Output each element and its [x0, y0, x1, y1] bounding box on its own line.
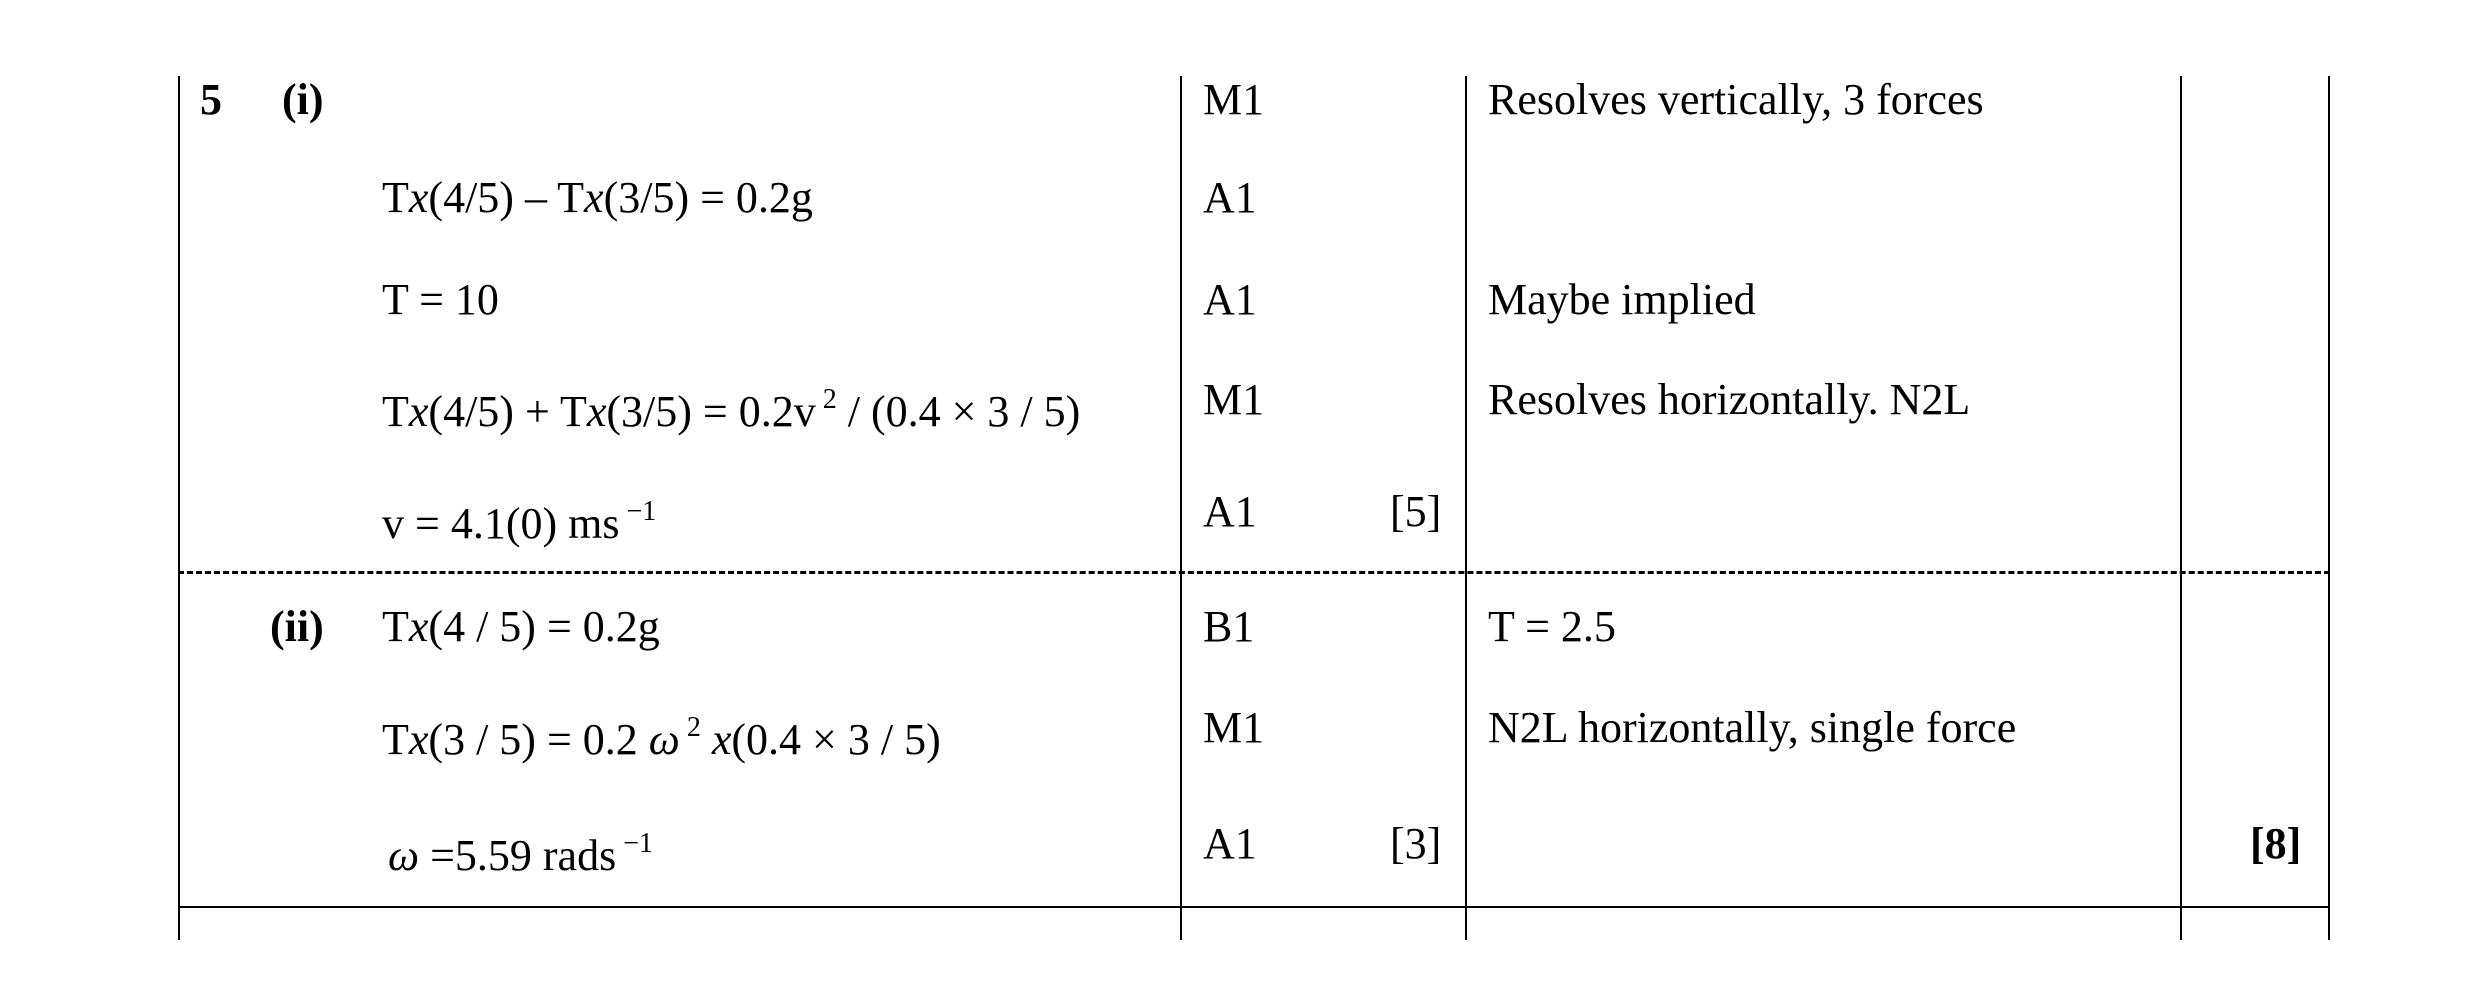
- table-bottom-rule: [178, 906, 2330, 908]
- working-line: v = 4.1(0) ms $^{-1}$: [382, 496, 657, 548]
- part-label-ii: (ii): [270, 602, 324, 651]
- guidance-note: N2L horizontally, single force: [1488, 703, 2017, 752]
- mark-code: B1: [1203, 602, 1255, 651]
- working-line: Tx(4/5) + Tx(3/5) = 0.2v $^2$ / (0.4 × 3 / 5): [382, 384, 1081, 436]
- part-subtotal: [5]: [1390, 487, 1442, 536]
- column-divider-guidance: [1465, 76, 1467, 940]
- mark-code: M1: [1203, 75, 1265, 124]
- working-line: T = 10: [382, 275, 499, 324]
- mark-code: A1: [1203, 819, 1257, 868]
- guidance-note: Resolves vertically, 3 forces: [1488, 75, 1984, 124]
- column-divider-total: [2180, 76, 2182, 940]
- working-line: Tx(4 / 5) = 0.2g: [382, 602, 660, 651]
- guidance-note: Resolves horizontally. N2L: [1488, 375, 1971, 424]
- mark-code: A1: [1203, 487, 1257, 536]
- part-label-i: (i): [282, 75, 324, 124]
- guidance-note: T = 2.5: [1488, 602, 1616, 651]
- working-line: Tx(4/5) – Tx(3/5) = 0.2g: [382, 173, 813, 222]
- working-line: Tx(3 / 5) = 0.2 ω $^2$ x(0.4 × 3 / 5): [382, 712, 941, 764]
- question-total: [8]: [2250, 819, 2302, 868]
- mark-code: A1: [1203, 275, 1257, 324]
- table-border-right: [2328, 76, 2330, 940]
- column-divider-marks: [1180, 76, 1182, 940]
- question-number: 5: [200, 75, 222, 124]
- part-subtotal: [3]: [1390, 819, 1442, 868]
- part-separator-dashed: [178, 571, 2330, 574]
- mark-code: A1: [1203, 173, 1257, 222]
- table-border-left: [178, 76, 180, 940]
- guidance-note: Maybe implied: [1488, 275, 1756, 324]
- mark-code: M1: [1203, 375, 1265, 424]
- working-line: ω =5.59 rads $^{-1}$: [388, 828, 653, 880]
- mark-code: M1: [1203, 703, 1265, 752]
